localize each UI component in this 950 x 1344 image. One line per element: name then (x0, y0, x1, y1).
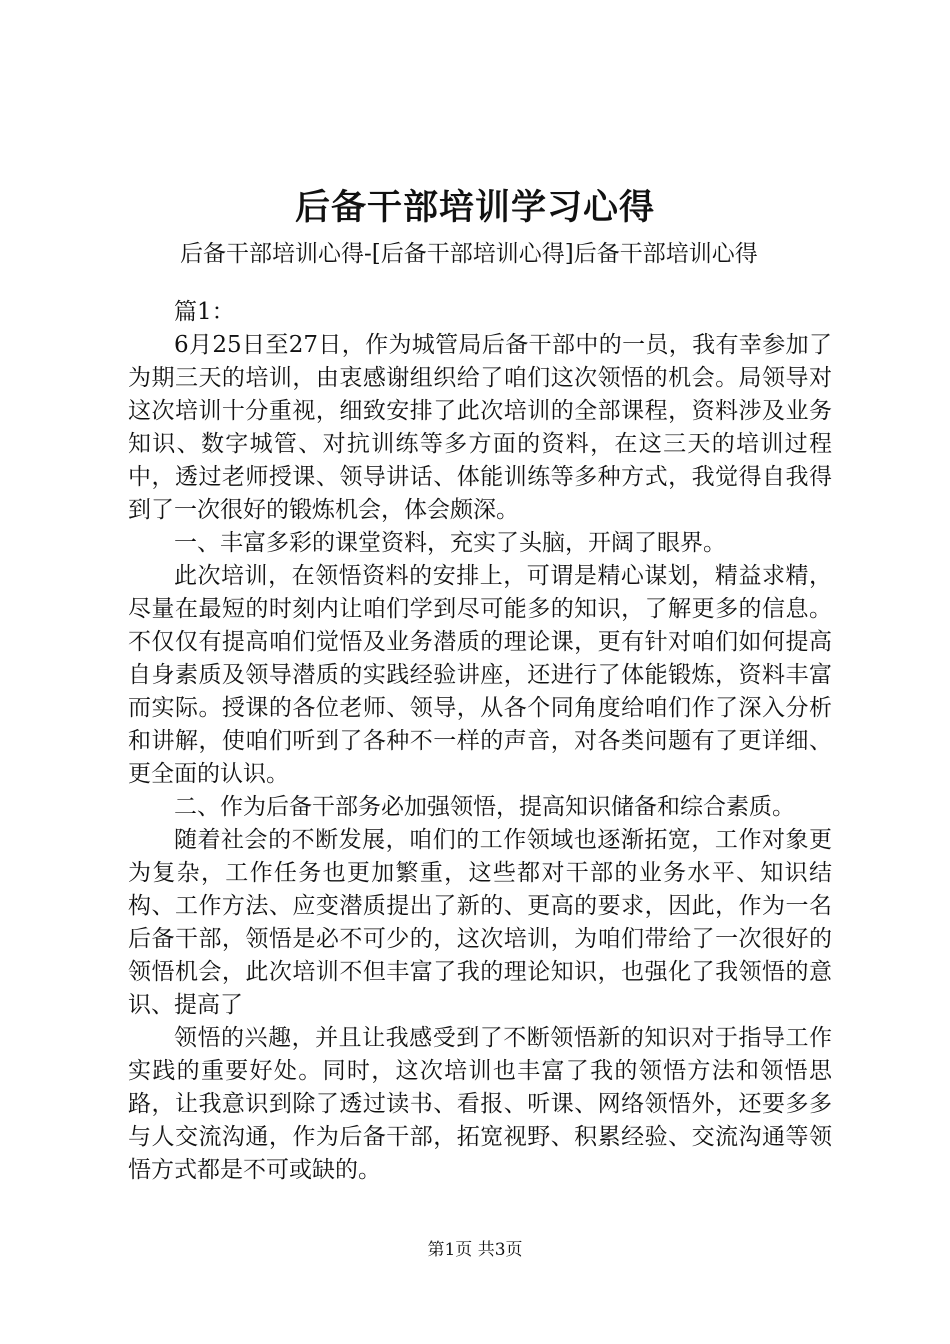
section-heading: 一、丰富多彩的课堂资料，充实了头脑，开阔了眼界。 (174, 530, 726, 556)
body-paragraph: 此次培训，在领悟资料的安排上，可谓是精心谋划，精益求精，尽量在最短的时刻内让咱们学到尽可能多的知识，了解更多的信息。不仅仅有提高咱们觉悟及业务潜质的理论课，更有针对咱们如何提高自身素质及领导潜质的实践经验讲座，还进行了体能锻炼，资料丰富而实际。授课的各位老师、领导，从各个同角度给咱们作了深入分析和讲解，使咱们听到了各种不一样的声音，对各类问题有了更详细、更全面的认识。 (128, 563, 832, 787)
body-paragraph: 领悟的兴趣，并且让我感受到了不断领悟新的知识对于指导工作实践的重要好处。同时，这次培训也丰富了我的领悟方法和领悟思路，让我意识到除了透过读书、看报、听课、网络领悟外，还要多多与人交流沟通，作为后备干部，拓宽视野、积累经验、交流沟通等领悟方式都是不可或缺的。 (128, 1025, 832, 1183)
body-paragraph: 6月25日至27日，作为城管局后备干部中的一员，我有幸参加了为期三天的培训，由衷感谢组织给了咱们这次领悟的机会。局领导对这次培训十分重视，细致安排了此次培训的全部课程，资料涉及业务知识、数字城管、对抗训练等多方面的资料，在这三天的培训过程中，透过老师授课、领导讲话、体能训练等多种方式，我觉得自我得到了一次很好的锻炼机会，体会颇深。 (128, 332, 832, 523)
document-subtitle: 后备干部培训心得-[后备干部培训心得]后备干部培训心得 (180, 241, 758, 267)
document-title: 后备干部培训学习心得 (294, 187, 655, 228)
page-footer: 第1页 共3页 (427, 1240, 523, 1260)
document-body (128, 296, 832, 1187)
section-label: 篇1： (174, 299, 235, 325)
body-paragraph: 随着社会的不断发展，咱们的工作领域也逐渐拓宽，工作对象更为复杂，工作任务也更加繁重，这些都对干部的业务水平、知识结构、工作方法、应变潜质提出了新的、更高的要求，因此，作为一名后备干部，领悟是必不可少的，这次培训，为咱们带给了一次很好的领悟机会，此次培训不但丰富了我的理论知识，也强化了我领悟的意识、提高了 (128, 827, 832, 1018)
section-heading: 二、作为后备干部务必加强领悟，提高知识储备和综合素质。 (174, 794, 795, 820)
